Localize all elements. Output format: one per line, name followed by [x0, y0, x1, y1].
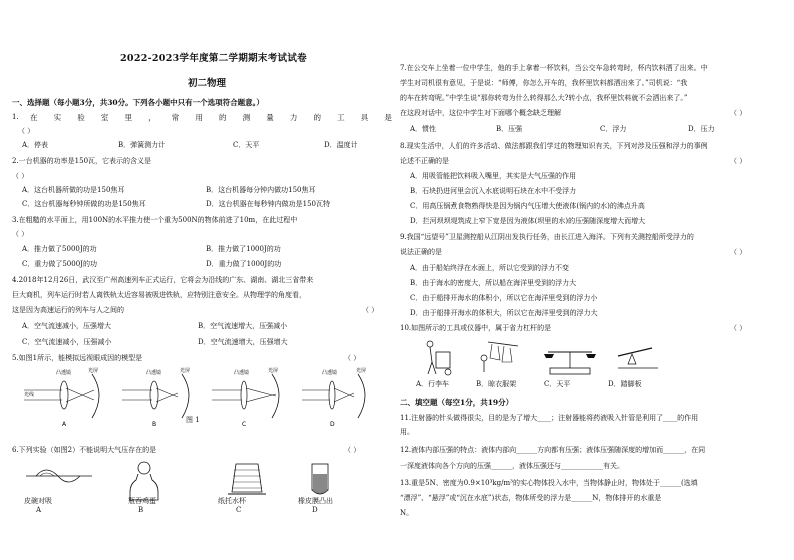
q8-option-b: B．石块扔进河里会沉入水底说明石块在水中不受浮力 — [410, 187, 577, 195]
lens-label-c: 凸透镜 — [234, 370, 250, 376]
q1-word: 里 — [124, 113, 132, 122]
q11-line1: 11.注射器的针头做得很尖，目的是为了增大____；注射器能将药液吸入针管是利用了____的作用 — [400, 414, 699, 422]
q2-answer-paren: （ ） — [12, 172, 29, 180]
q1-word: 的 — [219, 113, 227, 122]
q7-line2: 学生对司机很有意见，于是说：“师傅，你怎么开车的，我杯里饮料都洒出来了。”司机说：“我 — [400, 79, 688, 87]
figure1-caption: 图 1 — [186, 416, 200, 424]
suction-cups-drawing — [26, 470, 92, 482]
q5-stem: 5.如图1所示，能模拟远视眼成因的模型是 — [12, 354, 143, 362]
exam-title: 2022-2023学年度第二学期期末考试试卷 — [120, 53, 307, 64]
q1-option-c: C．天平 — [233, 141, 260, 149]
q3-answer-paren: （ ） — [12, 230, 29, 238]
q1-answer-paren: （ ） — [18, 127, 35, 135]
q1-word: 力 — [289, 113, 298, 122]
eye-model-a — [24, 367, 99, 428]
q1-word: 测 — [242, 113, 251, 122]
q6-answer-paren: （ ） — [344, 446, 361, 454]
eye-model-c — [212, 367, 279, 428]
q1-word: 常 — [171, 113, 180, 122]
screen-label-a: 光屏 — [88, 368, 99, 374]
q9-option-c: C．由于船排开海水的体积小，所以它在海洋里受到的浮力小 — [410, 294, 598, 302]
q1-word: 量 — [266, 113, 274, 122]
luggage-cart-drawing — [427, 341, 451, 375]
balance-drawing — [544, 352, 596, 374]
q7-answer-paren: （ ） — [730, 109, 747, 117]
q2-option-a: A．这台机器所做的功是150焦耳 — [22, 186, 125, 194]
q7-option-d: D．压力 — [688, 125, 715, 133]
q6-item-d-label: 橡皮膜凸出 — [298, 497, 333, 505]
q7-option-b: B．压强 — [496, 125, 523, 133]
lens-label-a: 凸透镜 — [56, 370, 72, 376]
q10-tools-figure — [422, 338, 662, 382]
option-letter-b: B — [152, 421, 157, 428]
q13-line1: 13.重是5N、密度为0.9×10³kg/m³的实心物体投入水中，当物体静止时，物体处于______(选填 — [400, 479, 698, 487]
q9-answer-paren: （ ） — [730, 248, 747, 256]
option-letter-a: A — [62, 421, 67, 428]
q10-item-d: D．踏脚板 — [608, 380, 642, 388]
q6-item-d-letter: D — [312, 506, 318, 514]
q10-item-a: A．行李车 — [416, 380, 450, 388]
q1-option-b: B．弹簧测力计 — [118, 141, 166, 149]
q1-word: 室 — [100, 113, 109, 122]
q3-option-d: D．重力做了1000J的功 — [206, 260, 282, 268]
q4-option-a: A．空气流速减小，压强增大 — [22, 322, 112, 330]
q8-line1: 8.现实生活中，人们的许多活动、做法都跟我们学过的物理知识有关，下列对涉及压强和浮力的事例 — [400, 142, 708, 150]
q4-answer-paren: （ ） — [362, 306, 379, 314]
q6-item-c-letter: C — [236, 506, 242, 514]
q7-option-a: A．惯性 — [410, 125, 437, 133]
q7-option-c: C．浮力 — [600, 125, 627, 133]
eye-model-d — [302, 367, 366, 428]
q6-item-c-label: 纸托水杯 — [218, 497, 246, 505]
q13-line2: “漂浮”、“悬浮”或“沉在水底”)状态，物体所受的浮力是______N，物体排开的水重是 — [400, 494, 662, 502]
clothes-rack-drawing — [481, 342, 518, 372]
q6-item-b-label: 瓶吞鸡蛋 — [128, 497, 156, 505]
q10-answer-paren: （ ） — [730, 324, 747, 332]
q6-item-a-label: 皮碗对吸 — [24, 497, 52, 505]
screen-label-d: 光屏 — [356, 368, 367, 374]
paper-cup-drawing — [228, 464, 266, 494]
q1-word: 具 — [360, 113, 369, 122]
q4-line3: 这是因为高速运行的列车与人之间的 — [12, 306, 124, 314]
q6-item-b-letter: B — [138, 506, 144, 514]
screen-label-c: 光屏 — [268, 368, 279, 374]
q12-line1: 12.液体内部压强的特点：液体内部向______方向都有压强；液体压强随深度的增加而______，在同 — [400, 446, 706, 454]
rubber-membrane-drawing — [312, 464, 328, 494]
q8-option-d: D．拦河坝坝堤筑成上窄下宽是因为液体(坝里的水)的压强随深度增大而增大 — [410, 217, 646, 225]
q3-option-a: A．推力做了5000J的功 — [22, 245, 97, 253]
q9-line1: 9.我国“远望号”卫星测控船从江阴出发执行任务，由长江进入海洋。下列有关测控船所受浮力的 — [400, 233, 694, 241]
q12-line2: 一深度液体向各个方向的压强______，液体压强还与____________有关。 — [400, 462, 624, 470]
q2-stem: 2.一台机器的功率是150瓦，它表示的含义是 — [12, 157, 152, 165]
q1-word: 是 — [384, 113, 392, 122]
section2-heading: 二、填空题（每空1分，共19分） — [400, 398, 514, 407]
q4-option-d: D．空气流速增大，压强增大 — [198, 338, 288, 346]
option-letter-d: D — [330, 421, 335, 428]
ray-label-a: 光线 — [24, 392, 35, 398]
lens-label-b: 凸透镜 — [146, 370, 162, 376]
figure1-eye-models — [22, 366, 382, 428]
q7-line4: 在这段对话中，这位中学生对下面哪个概念缺乏理解 — [400, 109, 561, 117]
q1-word: 的 — [313, 113, 321, 122]
q10-stem: 10.如图所示的工具或仪器中，属于省力杠杆的是 — [400, 324, 552, 332]
q9-option-a: A．由于船始终浮在水面上，所以它受到的浮力不变 — [410, 264, 570, 272]
q4-option-b: B．空气流速增大，压强减小 — [198, 322, 288, 330]
q7-line3: 的车在转弯呢。”中学生说“那你转弯为什么转得那么大?转小点，我杯里饮料就不会洒出来了。” — [400, 94, 688, 102]
option-letter-c: C — [242, 421, 247, 428]
q8-option-c: C．用高压锅煮食物熟得快是因为锅内气压增大使液体(锅内的水)的沸点升高 — [410, 202, 645, 210]
q1-stem — [30, 113, 392, 123]
q1-option-d: D．温度计 — [324, 141, 358, 149]
q8-option-a: A．用吸管能把饮料吸入嘴里，其实是大气压强的作用 — [410, 172, 577, 180]
q8-answer-paren: （ ） — [730, 157, 747, 165]
q1-word: 用 — [195, 113, 203, 122]
q2-option-b: B．这台机器每分钟内做功150焦耳 — [206, 186, 316, 194]
q9-line2: 说法正确的是 — [400, 248, 442, 256]
q1-word: ， — [148, 113, 156, 122]
screen-label-b: 光屏 — [180, 368, 191, 374]
subject-title: 初二物理 — [188, 78, 227, 89]
q4-line2: 巨大商机，列车运行时若人离铁轨太近容易被吸进铁轨，应特别注意安全。从物理学的角度看， — [12, 291, 306, 299]
q4-line1: 4.2018年12月26日，武汉至广州高速列车正式运行，它将会为沿线的广东、湖南、湖北三省带来 — [12, 276, 314, 284]
q6-stem: 6.下列实验（如图2）不能说明大气压存在的是 — [12, 446, 157, 454]
q1-word: 实 — [53, 113, 62, 122]
q2-option-c: C．这台机器每秒钟所做的功是150焦耳 — [22, 200, 146, 208]
q2-option-d: D．这台机器在每秒钟内做功是150瓦特 — [206, 200, 330, 208]
q3-stem: 3.在粗糙的水平面上，用100N的水平推力使一个重为500N的物体前进了10m，在此过程中 — [12, 216, 298, 224]
q1-option-a: A．停表 — [22, 141, 49, 149]
q8-line2: 论述不正确的是 — [400, 157, 449, 165]
q4-option-c: C．空气流速减小，压强减小 — [22, 338, 112, 346]
q5-answer-paren: （ ） — [344, 354, 361, 362]
q9-option-d: D．由于船排开海水的体积大，所以它在海洋里受到的浮力大 — [410, 309, 598, 317]
bottle-egg-drawing — [130, 462, 158, 500]
q13-line3: N。 — [400, 509, 414, 517]
q1-word: 在 — [30, 113, 38, 122]
q1-word: 工 — [337, 113, 345, 122]
q3-option-b: B．推力做了1000J的功 — [206, 245, 281, 253]
q9-option-b: B．由于海水的密度大，所以船在海洋里受到的浮力大 — [410, 279, 577, 287]
q7-line1: 7.在公交车上坐着一位中学生，他的手上拿着一杯饮料，当公交车急转弯时，杯内饮料洒了出来。中 — [400, 64, 708, 72]
eye-model-b — [122, 367, 190, 428]
q1-number: 1. — [12, 113, 19, 121]
q6-item-a-letter: A — [36, 506, 42, 514]
q3-option-c: C．重力做了5000J的功 — [22, 260, 97, 268]
q11-line2: 用。 — [400, 428, 414, 436]
pedal-board-drawing — [618, 348, 658, 368]
q1-word: 验 — [77, 113, 85, 122]
section1-heading: 一、选择题（每小题3分，共30分。下列各小题中只有一个选项符合题意。） — [12, 98, 264, 107]
q10-item-b: B．晾衣服架 — [476, 380, 517, 388]
lens-label-d: 凸透镜 — [322, 370, 338, 376]
q10-item-c: C．天平 — [544, 380, 571, 388]
